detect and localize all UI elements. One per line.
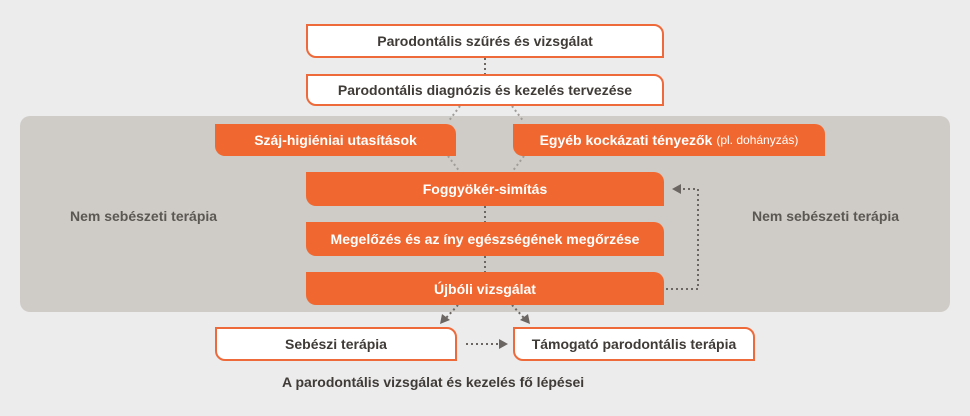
diagram-caption: A parodontális vizsgálat és kezelés fő lépései bbox=[282, 374, 585, 390]
box-oral-hygiene bbox=[215, 124, 456, 156]
connector-reexam-surgical bbox=[446, 305, 458, 318]
box-other-risks-note: (pl. dohányzás) bbox=[716, 133, 799, 147]
connector-reexam-supportive bbox=[512, 305, 524, 318]
box-supportive-label: Támogató parodontális terápia bbox=[531, 336, 737, 352]
box-root-planing bbox=[306, 172, 664, 206]
connector-oral-hygiene-root-planing bbox=[448, 156, 460, 172]
box-root-planing-label: Foggyökér-simítás bbox=[422, 181, 548, 197]
box-reexam bbox=[306, 272, 664, 305]
side-label-left: Nem sebészeti terápia bbox=[70, 208, 218, 224]
supportive-arrowhead bbox=[520, 314, 530, 324]
loop-arrowhead bbox=[672, 184, 681, 194]
box-reexam-label: Újbóli vizsgálat bbox=[434, 280, 536, 297]
box-supportive bbox=[513, 327, 755, 361]
connector-diagnosis-other-risks bbox=[512, 106, 524, 122]
box-oral-hygiene-label: Száj-higiéniai utasítások bbox=[254, 132, 417, 148]
box-other-risks bbox=[513, 124, 825, 156]
box-diagnosis bbox=[306, 74, 664, 106]
box-surgical-label: Sebészi terápia bbox=[285, 336, 387, 352]
box-surgical bbox=[215, 327, 457, 361]
box-screening-label: Parodontális szűrés és vizsgálat bbox=[377, 33, 593, 49]
box-prevention bbox=[306, 222, 664, 256]
box-diagnosis-label: Parodontális diagnózis és kezelés tervezése bbox=[337, 82, 633, 98]
supportive-side-arrowhead bbox=[499, 339, 508, 349]
surgical-arrowhead bbox=[440, 314, 450, 324]
box-prevention-label: Megelőzés és az íny egészségének megőrzése bbox=[330, 231, 640, 247]
connector-reexam-loop bbox=[666, 189, 698, 289]
connector-diagnosis-oral-hygiene bbox=[448, 106, 460, 122]
side-label-right: Nem sebészeti terápia bbox=[752, 208, 900, 224]
box-screening bbox=[306, 24, 664, 58]
box-other-risks-label: Egyéb kockázati tényezők bbox=[539, 132, 713, 148]
connector-other-risks-root-planing bbox=[512, 156, 524, 172]
